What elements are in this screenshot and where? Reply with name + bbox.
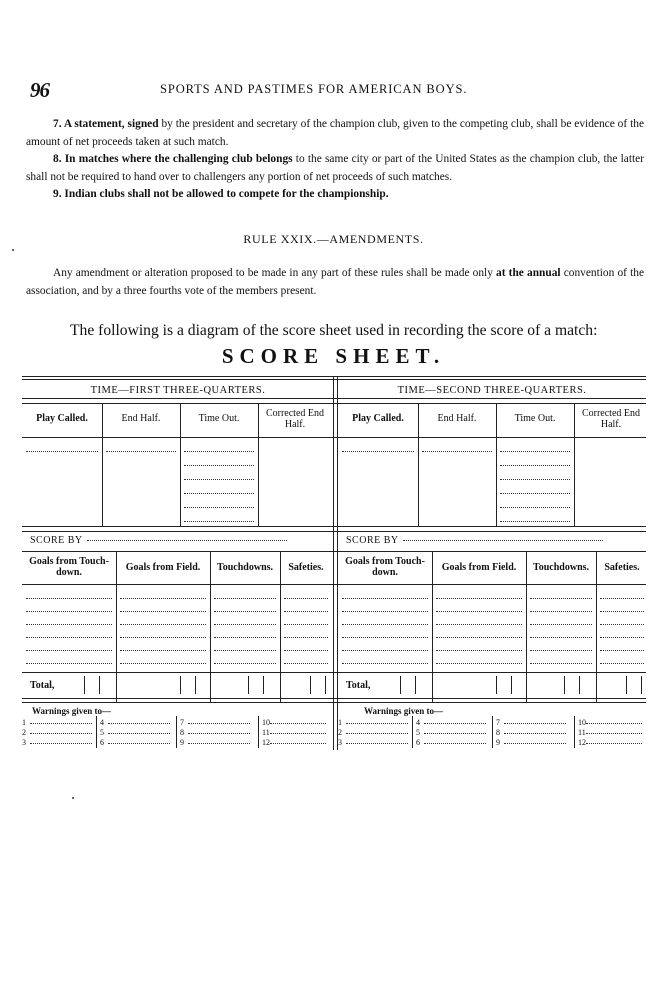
warning-entry (22, 718, 92, 728)
entry-line (284, 663, 328, 664)
entry-line (530, 624, 592, 625)
score-sheet-intro-text: The following is a diagram of the score sheet used in recording the score of a match: (70, 321, 598, 339)
warning-entry (262, 728, 326, 738)
entry-line (30, 733, 92, 734)
entry-line (284, 598, 328, 599)
warning-entry (180, 728, 250, 738)
time-column-header: Play Called. (36, 413, 88, 424)
entry-line (600, 598, 644, 599)
warning-number: 12 (578, 738, 586, 747)
amendments-heading: RULE XXIX.—AMENDMENTS. (243, 232, 424, 246)
score-column-header: Goals from Field. (125, 562, 201, 573)
entry-line (600, 611, 644, 612)
header-rule (22, 398, 646, 399)
entry-line (600, 624, 644, 625)
warning-entry (416, 728, 486, 738)
page-number: 96 (30, 78, 49, 102)
warning-entry (416, 718, 486, 728)
amendments-text (26, 265, 644, 300)
entry-line (424, 723, 486, 724)
entry-line (500, 521, 570, 522)
warning-entry (100, 718, 170, 728)
warning-number: 1 (338, 718, 342, 727)
column-divider (258, 403, 259, 526)
amendments-text-b: at the annual (496, 267, 561, 280)
warning-number: 2 (22, 728, 26, 737)
column-divider (176, 716, 177, 748)
entry-line (214, 663, 276, 664)
column-divider (258, 716, 259, 748)
warning-number: 6 (100, 738, 104, 747)
entry-line (346, 743, 408, 744)
warning-entry (578, 718, 642, 728)
warning-number: 2 (338, 728, 342, 737)
entry-line (500, 479, 570, 480)
rule-9 (26, 186, 644, 204)
entry-line (120, 611, 206, 612)
column-divider (333, 376, 334, 750)
first-half-heading: TIME—FIRST THREE-QUARTERS. (90, 385, 266, 396)
warning-entry (338, 718, 408, 728)
time-column-header: Play Called. (352, 413, 404, 424)
entry-line (106, 451, 176, 452)
ink-speck (12, 249, 14, 251)
entry-line (26, 451, 98, 452)
warning-entry (496, 738, 566, 748)
warning-entry (100, 738, 170, 748)
score-by-label (346, 535, 603, 546)
entry-line (214, 598, 276, 599)
column-divider (412, 716, 413, 748)
entry-line (436, 663, 522, 664)
warning-entry (416, 738, 486, 748)
column-divider (96, 716, 97, 748)
total-box (400, 676, 416, 694)
entry-line (504, 723, 566, 724)
warning-number: 4 (416, 718, 420, 727)
entry-line (26, 663, 112, 664)
total-box (310, 676, 326, 694)
total-box (180, 676, 196, 694)
column-header-rule (22, 437, 646, 438)
warning-number: 7 (496, 718, 500, 727)
entry-line (270, 743, 326, 744)
entry-line (188, 733, 250, 734)
entry-line (530, 611, 592, 612)
entry-line (342, 650, 428, 651)
rules-list (26, 116, 644, 204)
entry-line (500, 493, 570, 494)
amendments-text-a: Any amendment or alteration proposed to be made in any part of these rules shall be made only (53, 267, 497, 280)
entry-line (436, 611, 522, 612)
warnings-heading: Warnings given to— (364, 706, 444, 716)
entry-line (586, 733, 642, 734)
entry-line (342, 611, 428, 612)
entry-line (87, 540, 287, 541)
header-rule (22, 403, 646, 404)
sheet-top-rule (22, 379, 646, 380)
entry-line (184, 507, 254, 508)
total-box (496, 676, 512, 694)
entry-line (30, 723, 92, 724)
entry-line (500, 465, 570, 466)
warning-number: 11 (262, 728, 270, 737)
time-section-bottom-rule (22, 526, 646, 527)
entry-line (342, 598, 428, 599)
column-divider (432, 551, 433, 702)
entry-line (214, 650, 276, 651)
entry-line (586, 723, 642, 724)
warning-number: 10 (262, 718, 270, 727)
entry-line (284, 611, 328, 612)
rule-8-text: to the same city or part of the United States as the champion club, the latter shall not be required to hand over to challengers any portion of net proceeds of such matches. (26, 153, 644, 183)
entry-line (184, 521, 254, 522)
entry-line (26, 598, 112, 599)
entry-line (586, 743, 642, 744)
entry-line (436, 637, 522, 638)
warning-entry (180, 718, 250, 728)
column-divider (280, 551, 281, 702)
entry-line (214, 611, 276, 612)
entry-line (342, 637, 428, 638)
score-column-header: Touchdowns. (216, 562, 274, 573)
entry-line (530, 650, 592, 651)
total-box (248, 676, 264, 694)
warning-number: 3 (338, 738, 342, 747)
rule-8 (26, 151, 644, 186)
entry-line (424, 733, 486, 734)
total-box (564, 676, 580, 694)
warning-number: 9 (496, 738, 500, 747)
entry-line (26, 637, 112, 638)
entry-line (342, 624, 428, 625)
entry-line (504, 733, 566, 734)
entry-line (26, 624, 112, 625)
entry-line (530, 598, 592, 599)
warning-entry (338, 728, 408, 738)
score-column-header: Touchdowns. (532, 562, 590, 573)
entry-line (184, 493, 254, 494)
amendments-text-c: convention of the association, and by a three fourths vote of the members present. (26, 267, 644, 297)
entry-line (284, 624, 328, 625)
warning-number: 3 (22, 738, 26, 747)
entry-line (108, 723, 170, 724)
entry-line (188, 723, 250, 724)
entry-line (120, 663, 206, 664)
entry-line (184, 465, 254, 466)
warning-entry (180, 738, 250, 748)
total-label: Total, (30, 680, 55, 691)
warning-number: 9 (180, 738, 184, 747)
warning-entry (496, 728, 566, 738)
warning-number: 4 (100, 718, 104, 727)
entry-line (270, 733, 326, 734)
score-by-label (30, 535, 287, 546)
entry-line (500, 451, 570, 452)
time-column-header: Corrected End Half. (581, 408, 641, 430)
warning-number: 6 (416, 738, 420, 747)
column-divider (496, 403, 497, 526)
entry-line (530, 663, 592, 664)
entry-line (26, 611, 112, 612)
column-divider (596, 551, 597, 702)
rule-7-text: by the president and secretary of the champion club, given to the competing club, shall be evidence of the amount of net proceeds taken at such match. (26, 118, 644, 148)
time-section-bottom-rule (22, 531, 646, 532)
entry-line (108, 743, 170, 744)
entry-line (342, 451, 414, 452)
rule-9-text: 9. Indian clubs shall not be allowed to compete for the championship. (53, 188, 389, 201)
entry-line (214, 624, 276, 625)
score-column-header: Goals from Field. (441, 562, 517, 573)
entry-line (436, 650, 522, 651)
warning-number: 8 (180, 728, 184, 737)
entry-line (184, 479, 254, 480)
column-divider (180, 403, 181, 526)
entry-line (600, 663, 644, 664)
entry-line (342, 663, 428, 664)
score-column-header: Safeties. (604, 562, 640, 573)
entry-line (30, 743, 92, 744)
warning-number: 5 (416, 728, 420, 737)
second-half-heading: TIME—SECOND THREE-QUARTERS. (397, 385, 587, 396)
time-column-header: Time Out. (514, 413, 556, 424)
score-sheet-intro (22, 320, 647, 341)
warning-number: 10 (578, 718, 586, 727)
entry-line (403, 540, 603, 541)
entry-line (436, 624, 522, 625)
score-column-header: Safeties. (288, 562, 324, 573)
warning-number: 1 (22, 718, 26, 727)
time-column-header: End Half. (437, 413, 477, 424)
entry-line (120, 598, 206, 599)
warning-entry (496, 718, 566, 728)
entry-line (424, 743, 486, 744)
entry-line (422, 451, 492, 452)
warning-entry (578, 728, 642, 738)
total-label: Total, (346, 680, 371, 691)
entry-line (120, 637, 206, 638)
column-divider (492, 716, 493, 748)
warning-number: 8 (496, 728, 500, 737)
entry-line (26, 650, 112, 651)
warning-entry (338, 738, 408, 748)
entry-line (108, 733, 170, 734)
column-divider (574, 716, 575, 748)
warnings-heading: Warnings given to— (32, 706, 112, 716)
time-column-header: End Half. (121, 413, 161, 424)
rule-8-lead: 8. In matches where the challenging club belongs (53, 153, 293, 166)
warning-number: 12 (262, 738, 270, 747)
warning-entry (262, 718, 326, 728)
entry-line (500, 507, 570, 508)
entry-line (346, 733, 408, 734)
warning-entry (22, 728, 92, 738)
warning-entry (22, 738, 92, 748)
total-box (626, 676, 642, 694)
column-divider (526, 551, 527, 702)
entry-line (600, 637, 644, 638)
column-divider (574, 403, 575, 526)
entry-line (214, 637, 276, 638)
column-divider (418, 403, 419, 526)
entry-line (188, 743, 250, 744)
total-bottom-rule (22, 702, 646, 703)
entry-line (504, 743, 566, 744)
entry-line (346, 723, 408, 724)
rule-7 (26, 116, 644, 151)
column-divider (210, 551, 211, 702)
entry-line (530, 637, 592, 638)
time-column-header: Corrected End Half. (265, 408, 325, 430)
score-sheet-title: SCORE SHEET. (221, 344, 446, 368)
entry-line (120, 624, 206, 625)
rule-7-lead: 7. A statement, signed (53, 118, 159, 130)
column-divider (116, 551, 117, 702)
entry-line (184, 451, 254, 452)
score-by-text: SCORE BY (346, 535, 399, 546)
warning-number: 7 (180, 718, 184, 727)
score-column-header: Goals from Touch-down. (345, 556, 425, 578)
ink-speck (72, 797, 74, 799)
time-column-header: Time Out. (198, 413, 240, 424)
warning-entry (100, 728, 170, 738)
warning-entry (262, 738, 326, 748)
entry-line (284, 637, 328, 638)
entry-line (284, 650, 328, 651)
entry-line (270, 723, 326, 724)
warning-number: 11 (578, 728, 586, 737)
total-box (84, 676, 100, 694)
score-by-text: SCORE BY (30, 535, 83, 546)
entry-line (600, 650, 644, 651)
warning-entry (578, 738, 642, 748)
score-sheet (22, 376, 646, 750)
score-column-header: Goals from Touch-down. (29, 556, 109, 578)
column-divider (102, 403, 103, 526)
running-header: SPORTS AND PASTIMES FOR AMERICAN BOYS. (160, 82, 468, 96)
warning-number: 5 (100, 728, 104, 737)
entry-line (436, 598, 522, 599)
sheet-top-rule (22, 376, 646, 377)
entry-line (120, 650, 206, 651)
